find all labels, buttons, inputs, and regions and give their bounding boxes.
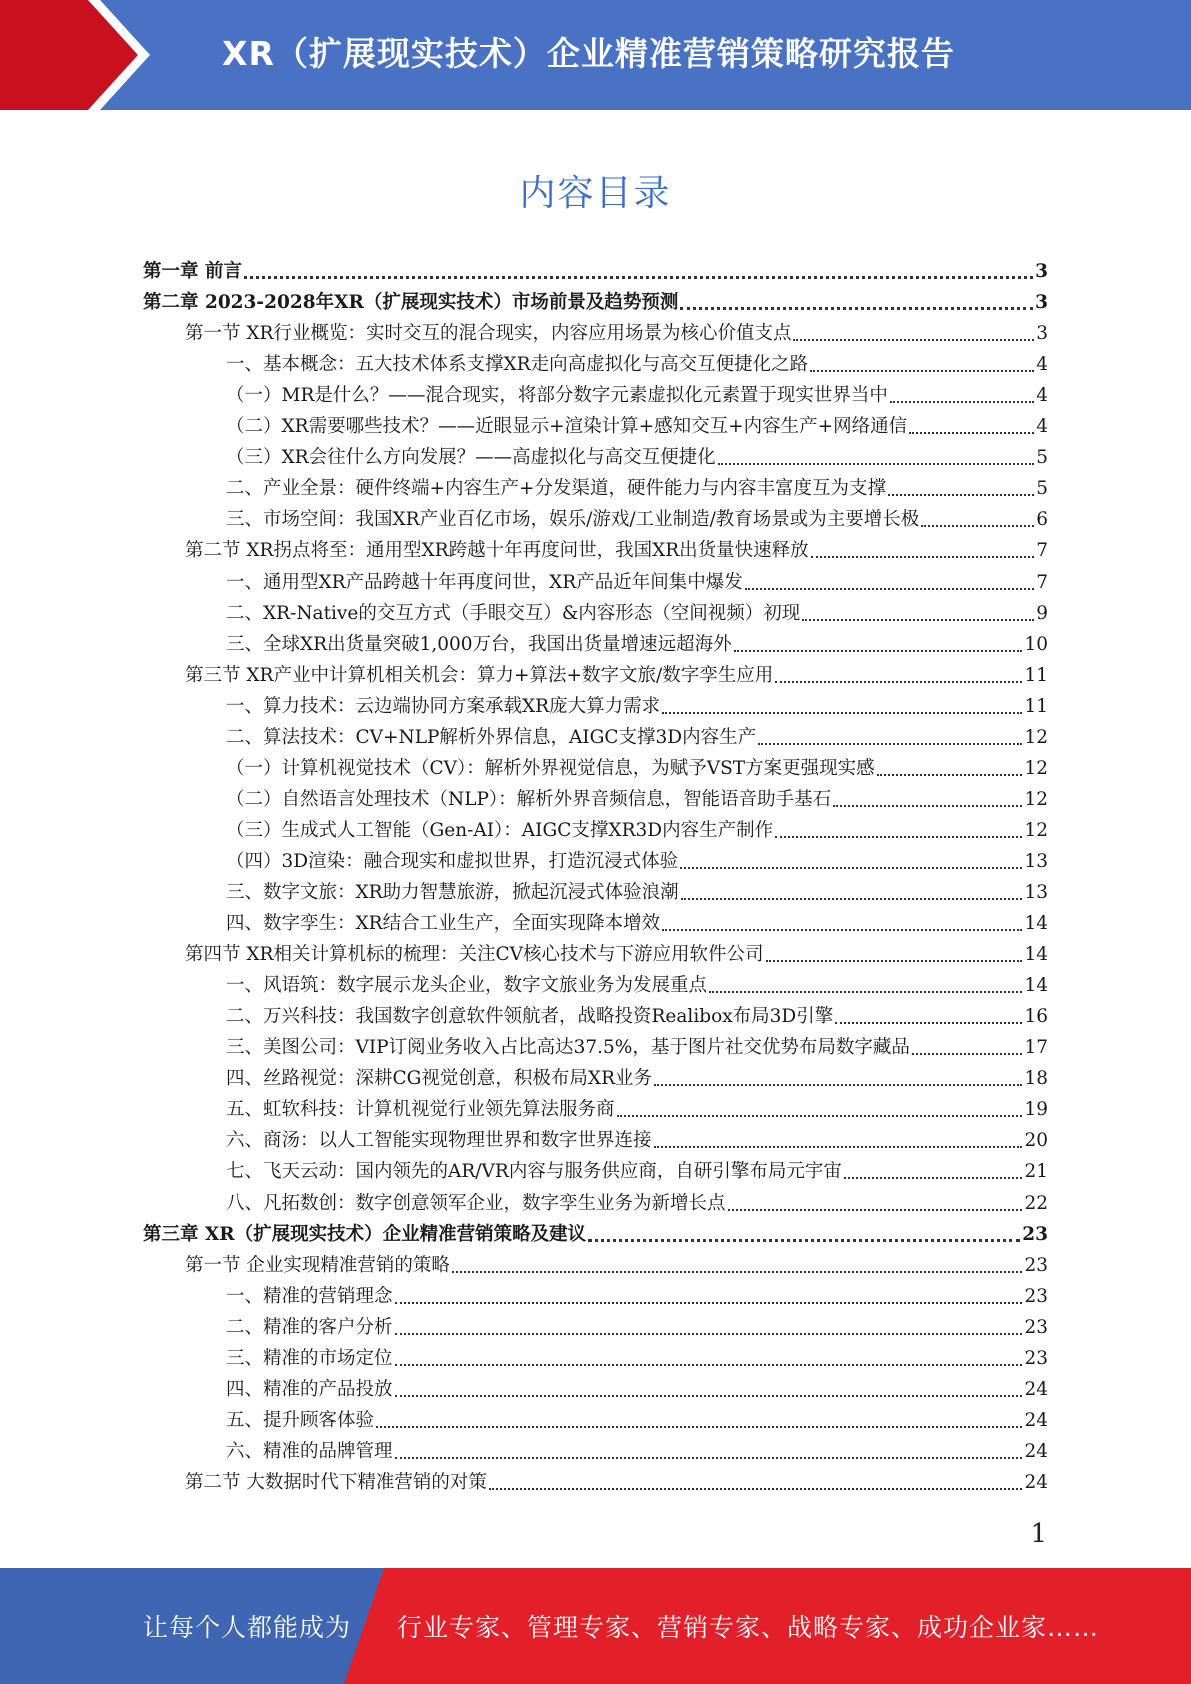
toc-entry-title: （三）生成式人工智能（Gen-AI）：AIGC支撑XR3D内容生产制作	[226, 819, 774, 841]
toc-dot-leader	[775, 836, 1022, 838]
toc-entry-title: 三、数字文旅：XR助力智慧旅游，掀起沉浸式体验浪潮	[226, 882, 679, 903]
toc-entry[interactable]	[226, 998, 1048, 1029]
toc-dot-leader	[588, 1239, 1020, 1242]
toc-entry-page: 9	[1036, 602, 1048, 624]
toc-entry-page: 4	[1036, 354, 1048, 376]
toc-entry-title: 八、凡拓数创：数字创意领军企业，数字孪生业务为新增长点	[226, 1192, 726, 1214]
toc-entry[interactable]	[226, 750, 1048, 781]
toc-entry-page: 12	[1024, 788, 1048, 810]
toc-entry[interactable]	[226, 688, 1048, 719]
toc-entry[interactable]	[226, 1371, 1048, 1402]
toc-entry[interactable]	[226, 346, 1048, 377]
toc-entry-page: 11	[1024, 664, 1048, 686]
toc-dot-leader	[758, 743, 1022, 745]
toc-entry[interactable]	[185, 1247, 1048, 1278]
toc-entry[interactable]	[226, 1309, 1048, 1340]
toc-entry-title: 三、市场空间：我国XR产业百亿市场，娱乐/游戏/工业制造/教育场景或为主要增长极	[226, 509, 920, 531]
red-chevron-logo	[0, 0, 160, 110]
toc-entry-title: 一、通用型XR产品跨越十年再度问世，XR产品近年间集中爆发	[226, 571, 743, 593]
toc-dot-leader	[617, 1115, 1023, 1117]
toc-dot-leader	[681, 898, 1023, 900]
toc-entry-title: （四）3D渲染：融合现实和虚拟世界，打造沉浸式体验	[226, 850, 679, 872]
toc-dot-leader	[680, 867, 1022, 869]
toc-entry-title: （一）计算机视觉技术（CV）：解析外界视觉信息，为赋予VST方案更强现实感	[226, 757, 875, 779]
toc-heading: 内容目录	[519, 173, 672, 214]
toc-entry-title: （三）XR会往什么方向发展？——高虚拟化与高交互便捷化	[226, 447, 716, 469]
toc-entry-page: 12	[1024, 819, 1048, 841]
page-number: 1	[1030, 1519, 1047, 1549]
toc-entry[interactable]	[226, 1402, 1048, 1433]
toc-entry-page: 5	[1036, 447, 1048, 469]
toc-entry-page: 24	[1024, 1440, 1048, 1462]
toc-entry-title: 三、美图公司：VIP订阅业务收入占比高达37.5%，基于图片社交优势布局数字藏品	[226, 1037, 910, 1059]
toc-entry[interactable]	[226, 781, 1048, 812]
toc-entry-title: 第一节 XR行业概览：实时交互的混合现实，内容应用场景为核心价值支点	[185, 323, 792, 345]
toc-entry[interactable]	[185, 936, 1048, 967]
toc-dot-leader	[811, 556, 1035, 558]
toc-dot-leader	[835, 1022, 1022, 1024]
toc-entry[interactable]	[226, 1060, 1048, 1091]
toc-entry[interactable]	[226, 626, 1048, 657]
toc-entry-title: 第三节 XR产业中计算机相关机会：算力+算法+数字文旅/数字孪生应用	[185, 664, 774, 686]
toc-entry-page: 23	[1024, 1347, 1048, 1369]
toc-entry-page: 5	[1036, 478, 1048, 500]
footer-slogan-left: 让每个人都能成为	[143, 1613, 352, 1642]
toc-entry[interactable]	[185, 532, 1048, 563]
toc-entry-title: 第一章 前言	[143, 261, 242, 282]
toc-dot-leader	[909, 432, 1034, 434]
toc-entry[interactable]	[226, 1278, 1048, 1309]
toc-dot-leader	[890, 401, 1034, 403]
toc-dot-leader	[654, 1084, 1022, 1086]
toc-entry-title: 第二节 大数据时代下精准营销的对策	[185, 1471, 487, 1493]
toc-dot-leader	[452, 1271, 1023, 1273]
toc-entry[interactable]	[226, 595, 1048, 626]
toc-entry[interactable]	[185, 657, 1048, 688]
toc-dot-leader	[728, 1209, 1023, 1211]
toc-entry-page: 14	[1024, 975, 1048, 997]
toc-entry-title: 四、数字孪生：XR结合工业生产，全面实现降本增效	[226, 913, 661, 935]
toc-dot-leader	[376, 1426, 1022, 1428]
toc-dot-leader	[810, 370, 1034, 372]
toc-entry-page: 10	[1024, 633, 1048, 655]
toc-entry-page: 7	[1036, 540, 1048, 562]
toc-entry-title: 六、精准的品牌管理	[226, 1440, 393, 1462]
toc-dot-leader	[844, 1177, 1023, 1179]
toc-entry[interactable]	[226, 1185, 1048, 1216]
toc-dot-leader	[489, 1488, 1023, 1490]
toc-dot-leader	[654, 1146, 1023, 1148]
toc-dot-leader	[877, 774, 1023, 776]
toc-dot-leader	[793, 339, 1034, 341]
toc-dot-leader	[718, 463, 1035, 465]
toc-entry-page: 16	[1024, 1006, 1048, 1028]
toc-entry[interactable]	[226, 439, 1048, 470]
footer-banner	[0, 1568, 1191, 1684]
toc-entry-page: 12	[1024, 757, 1048, 779]
footer-slogan-right: 行业专家、管理专家、营销专家、战略专家、成功企业家……	[397, 1613, 1100, 1642]
toc-entry-page: 22	[1024, 1192, 1048, 1214]
toc-dot-leader	[395, 1333, 1023, 1335]
toc-entry-page: 11	[1024, 695, 1048, 717]
toc-entry-page: 13	[1024, 850, 1048, 872]
toc-entry[interactable]	[226, 719, 1048, 750]
toc-entry[interactable]	[226, 1340, 1048, 1371]
toc-entry-title: 七、飞天云动：国内领先的AR/VR内容与服务供应商，自研引擎布局元宇宙	[226, 1161, 842, 1183]
toc-entry[interactable]	[226, 1153, 1048, 1184]
toc-entry-page: 20	[1024, 1130, 1048, 1152]
toc-entry[interactable]	[226, 408, 1048, 439]
toc-entry-title: （二）XR需要哪些技术？——近眼显示+渲染计算+感知交互+内容生产+网络通信	[226, 416, 908, 438]
toc-entry[interactable]	[226, 564, 1048, 595]
toc-entry-page: 13	[1024, 882, 1048, 903]
toc-entry-title: （二）自然语言处理技术（NLP）：解析外界音频信息，智能语音助手基石	[226, 788, 832, 810]
toc-entry-title: 四、精准的产品投放	[226, 1378, 393, 1400]
toc-entry[interactable]	[226, 967, 1048, 998]
toc-dot-leader	[244, 276, 1033, 279]
toc-entry-page: 24	[1024, 1378, 1048, 1400]
toc-dot-leader	[395, 1364, 1023, 1366]
toc-entry-title: 第三章 XR（扩展现实技术）企业精准营销策略及建议	[143, 1223, 587, 1245]
toc-entry-title: 第二章 2023-2028年XR（扩展现实技术）市场前景及趋势预测	[143, 292, 679, 314]
toc-dot-leader	[775, 681, 1022, 683]
toc-entry-title: 五、虹软科技：计算机视觉行业领先算法服务商	[226, 1099, 615, 1121]
toc-entry-page: 23	[1024, 1254, 1048, 1276]
toc-dot-leader	[680, 307, 1033, 310]
toc-entry-title: 二、XR-Native的交互方式（手眼交互）&内容形态（空间视频）初现	[226, 602, 801, 624]
toc-entry-page: 14	[1024, 944, 1048, 966]
toc-dot-leader	[802, 619, 1034, 621]
toc-entry-title: 一、算力技术：云边端协同方案承载XR庞大算力需求	[226, 695, 661, 717]
toc-entry[interactable]	[185, 315, 1048, 346]
toc-entry[interactable]	[226, 1433, 1048, 1464]
toc-dot-leader	[912, 1053, 1023, 1055]
toc-entry-title: 三、全球XR出货量突破1,000万台，我国出货量增速远超海外	[226, 633, 732, 655]
toc-entry-title: 二、产业全景：硬件终端+内容生产+分发渠道，硬件能力与内容丰富度互为支撑	[226, 478, 887, 500]
toc-entry-title: 二、万兴科技：我国数字创意软件领航者，战略投资Realibox布局3D引擎	[226, 1006, 834, 1028]
toc-entry-page: 4	[1036, 385, 1048, 407]
toc-entry-page: 19	[1024, 1099, 1048, 1121]
toc-dot-leader	[662, 712, 1022, 714]
toc-dot-leader	[395, 1395, 1023, 1397]
toc-entry-page: 6	[1036, 509, 1048, 531]
toc-entry-title: 五、提升顾客体验	[226, 1409, 375, 1431]
toc-dot-leader	[833, 805, 1022, 807]
toc-entry[interactable]	[226, 1029, 1048, 1060]
toc-dot-leader	[395, 1457, 1023, 1459]
toc-entry[interactable]	[143, 1216, 1048, 1247]
toc-entry[interactable]	[143, 253, 1048, 284]
toc-entry[interactable]	[226, 812, 1048, 843]
toc-entry-page: 23	[1024, 1316, 1048, 1338]
toc-entry-title: 一、基本概念：五大技术体系支撑XR走向高虚拟化与高交互便捷化之路	[226, 354, 809, 376]
toc-entry-page: 3	[1035, 261, 1048, 282]
toc-dot-leader	[921, 525, 1034, 527]
toc-dot-leader	[766, 960, 1023, 962]
toc-entry[interactable]	[185, 1464, 1048, 1495]
chevron-red-shape	[0, 0, 138, 110]
toc-dot-leader	[888, 494, 1034, 496]
toc-entry-page: 3	[1036, 323, 1048, 345]
toc-entry-title: 一、风语筑：数字展示龙头企业，数字文旅业务为发展重点	[226, 975, 708, 997]
toc-entry-page: 4	[1036, 416, 1048, 438]
toc-entry[interactable]	[143, 284, 1048, 315]
report-title: XR（扩展现实技术）企业精准营销策略研究报告	[222, 34, 955, 73]
toc-entry-title: 第二节 XR拐点将至：通用型XR跨越十年再度问世，我国XR出货量快速释放	[185, 540, 809, 562]
toc-entry-title: 二、算法技术：CV+NLP解析外界信息，AIGC支撑3D内容生产	[226, 726, 757, 748]
toc-entry-page: 7	[1036, 571, 1048, 593]
toc-entry-page: 18	[1024, 1068, 1048, 1090]
toc-entry-page: 21	[1024, 1161, 1048, 1183]
toc-entry-title: 六、商汤：以人工智能实现物理世界和数字世界连接	[226, 1130, 652, 1152]
toc-dot-leader	[734, 650, 1023, 652]
toc-entry-page: 24	[1024, 1471, 1048, 1493]
toc-entry[interactable]	[226, 501, 1048, 532]
toc-dot-leader	[662, 929, 1022, 931]
toc-entry-title: 第一节 企业实现精准营销的策略	[185, 1254, 450, 1276]
toc-entry-title: 第四节 XR相关计算机标的梳理：关注CV核心技术与下游应用软件公司	[185, 944, 764, 966]
toc-dot-leader	[395, 1302, 1023, 1304]
toc-entry-title: 一、精准的营销理念	[226, 1285, 393, 1307]
toc-dot-leader	[709, 991, 1022, 993]
toc-entry[interactable]	[226, 874, 1048, 905]
toc-entry-page: 23	[1024, 1285, 1048, 1307]
toc-entry[interactable]	[226, 1091, 1048, 1122]
toc-entry[interactable]	[226, 905, 1048, 936]
report-header-band	[0, 0, 1191, 110]
toc-entry-title: 四、丝路视觉：深耕CG视觉创意，积极布局XR业务	[226, 1068, 653, 1090]
toc-entry-title: 三、精准的市场定位	[226, 1347, 393, 1369]
toc-entry[interactable]	[226, 1122, 1048, 1153]
toc-entry-page: 17	[1024, 1037, 1048, 1059]
toc-entry-page: 12	[1024, 726, 1048, 748]
toc-entry-page: 24	[1024, 1409, 1048, 1431]
toc-entry-title: 二、精准的客户分析	[226, 1316, 393, 1338]
toc-entry-page: 3	[1035, 292, 1048, 314]
toc-entry-page: 14	[1024, 913, 1048, 935]
toc-entry-page: 23	[1022, 1223, 1048, 1245]
toc-entry-title: （一）MR是什么？——混合现实，将部分数字元素虚拟化元素置于现实世界当中	[226, 385, 888, 407]
toc-entry[interactable]	[226, 470, 1048, 501]
toc-entry[interactable]	[226, 377, 1048, 408]
toc-entry[interactable]	[226, 843, 1048, 874]
toc-dot-leader	[745, 588, 1035, 590]
